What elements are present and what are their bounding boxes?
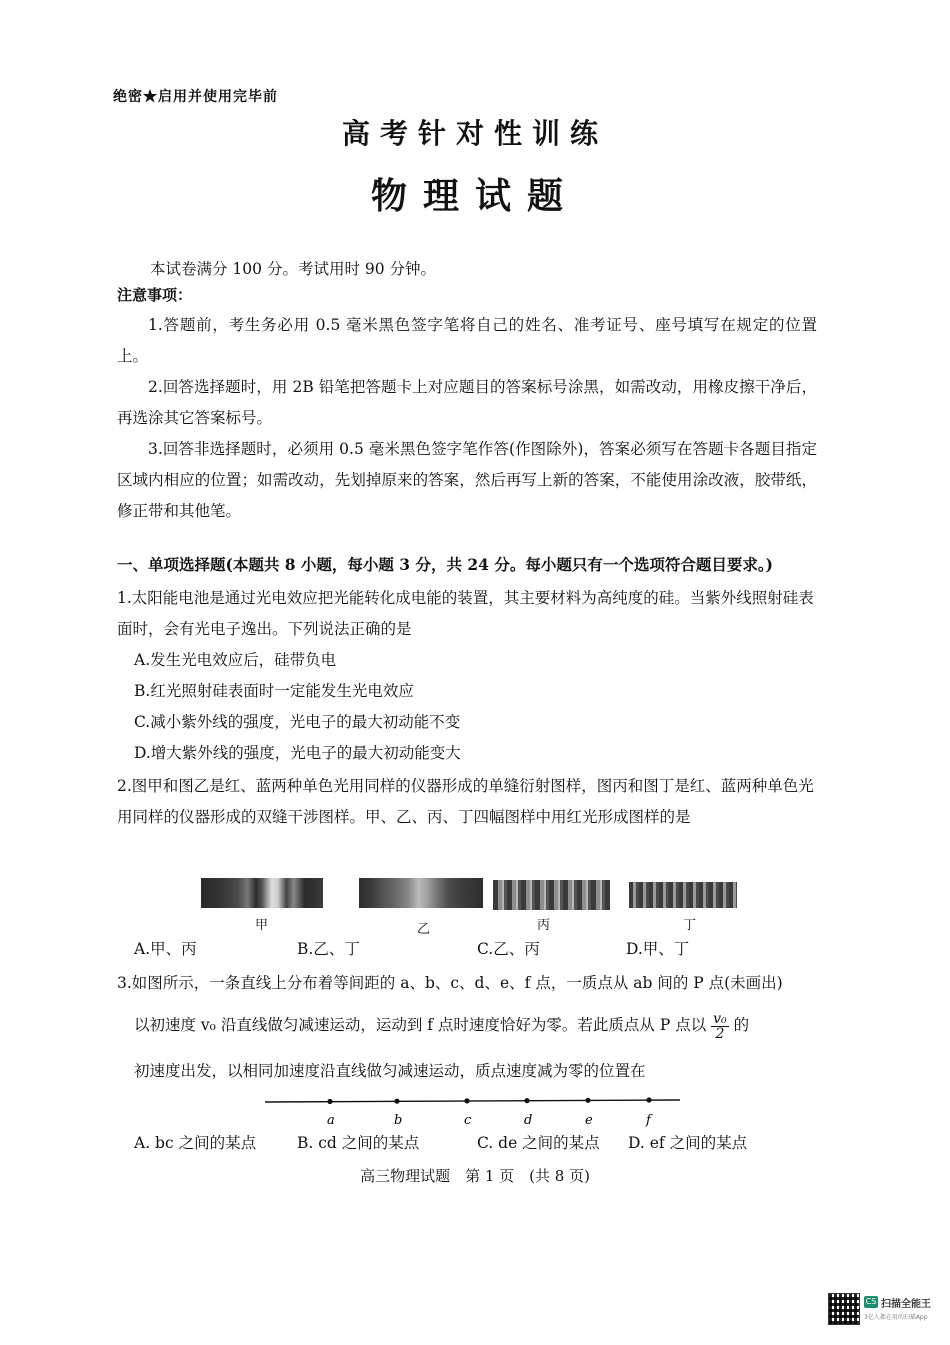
option-c: C.乙、丙 [477, 940, 540, 958]
notice-list [117, 310, 817, 527]
point-label-b: b [394, 1113, 403, 1128]
notice-item: 1.答题前，考生务必用 0.5 毫米黑色签字笔将自己的姓名、准考证号、座号填写在规定的位置上。 [117, 316, 817, 365]
interference-patterns-figure [117, 876, 817, 936]
option-a: A.发生光电效应后，硅带负电 [134, 651, 337, 669]
point-c [464, 1098, 469, 1103]
option-c: C.减小紫外线的强度，光电子的最大初动能不变 [134, 713, 461, 731]
option-c: C. de 之间的某点 [477, 1134, 600, 1152]
qr-code-icon [828, 1293, 860, 1325]
points-line-figure [265, 1096, 685, 1132]
scanner-app-name: 扫描全能王 [881, 1299, 931, 1310]
scanner-slogan: 3亿人都在用的扫描App [864, 1314, 928, 1321]
confidential-label: 绝密★启用并使用完毕前 [113, 89, 278, 105]
question-stem-line1: 3.如图所示，一条直线上分布着等间距的 a、b、c、d、e、f 点，一质点从 ab 间的 P 点(未画出) [117, 974, 783, 992]
point-b [394, 1099, 399, 1104]
camscanner-logo-icon: CS [865, 1297, 877, 1306]
pattern-yi [359, 878, 483, 908]
point-e [585, 1098, 590, 1103]
point-label-a: a [327, 1113, 335, 1128]
point-a [327, 1099, 332, 1104]
point-label-f: f [646, 1113, 651, 1128]
subject-title: 物理试题 [370, 175, 579, 217]
pattern-label-jia: 甲 [255, 918, 269, 933]
question-stem-line2-end: 的 [733, 1016, 750, 1034]
question-stem: 2.图甲和图乙是红、蓝两种单色光用同样的仪器形成的单缝衍射图样，图丙和图丁是红、蓝两种单色光用同样的仪器形成的双缝干涉图样。甲、乙、丙、丁四幅图样中用红光形成图样的是 [117, 777, 814, 826]
scanner-watermark [828, 1293, 932, 1329]
option-b: B.红光照射硅表面时一定能发生光电效应 [134, 682, 414, 700]
pattern-jia [201, 878, 323, 908]
page-footer: 高三物理试题 第 1 页 (共 8 页) [360, 1167, 590, 1185]
exam-title: 高考针对性训练 [341, 117, 608, 150]
fraction-v0-over-2: $\frac{\text{v₀}}{2}$ [713, 1010, 727, 1042]
option-b: B. cd 之间的某点 [297, 1134, 420, 1152]
option-a: A. bc 之间的某点 [134, 1134, 257, 1152]
pattern-label-yi: 乙 [417, 922, 431, 937]
pattern-ding [629, 882, 737, 908]
pattern-bing [493, 880, 610, 910]
option-d: D.增大紫外线的强度，光电子的最大初动能变大 [134, 744, 461, 762]
point-label-c: c [464, 1113, 472, 1128]
question-2 [117, 771, 817, 833]
pattern-label-ding: 丁 [683, 918, 697, 933]
point-d [524, 1098, 529, 1103]
option-d: D.甲、丁 [626, 940, 690, 958]
pattern-label-bing: 丙 [537, 918, 551, 933]
option-d: D. ef 之间的某点 [628, 1134, 748, 1152]
section-heading: 一、单项选择题(本题共 8 小题，每小题 3 分，共 24 分。每小题只有一个选项符合题目要求。) [117, 555, 773, 574]
point-f [646, 1097, 651, 1102]
question-3-line2 [134, 1010, 749, 1041]
point-label-e: e [585, 1113, 593, 1128]
option-a: A.甲、丙 [134, 940, 197, 958]
question-3 [117, 968, 817, 999]
notice-item: 3.回答非选择题时，必须用 0.5 毫米黑色签字笔作答(作图除外)，答案必须写在答题卡各题目指定区域内相应的位置；如需改动，先划掉原来的答案，然后再写上新的答案，不能使用涂改液，胶带纸，修正带和其他笔。 [117, 440, 817, 520]
notice-heading: 注意事项： [117, 286, 193, 304]
question-stem: 1.太阳能电池是通过光电效应把光能转化成电能的装置，其主要材料为高纯度的硅。当紫外线照射硅表面时，会有光电子逸出。下列说法正确的是 [117, 589, 814, 638]
straight-line [265, 1100, 680, 1102]
question-stem-line2: 以初速度 v₀ 沿直线做匀减速运动，运动到 f 点时速度恰好为零。若此质点从 P 点以 [134, 1016, 707, 1034]
option-b: B.乙、丁 [297, 940, 360, 958]
question-1 [117, 583, 817, 769]
exam-intro: 本试卷满分 100 分。考试用时 90 分钟。 [150, 260, 437, 278]
question-stem-line3: 初速度出发，以相同加速度沿直线做匀减速运动，质点速度减为零的位置在 [134, 1062, 646, 1080]
notice-item: 2.回答选择题时，用 2B 铅笔把答题卡上对应题目的答案标号涂黑，如需改动，用橡皮擦干净后，再选涂其它答案标号。 [117, 378, 817, 427]
point-label-d: d [524, 1113, 533, 1128]
